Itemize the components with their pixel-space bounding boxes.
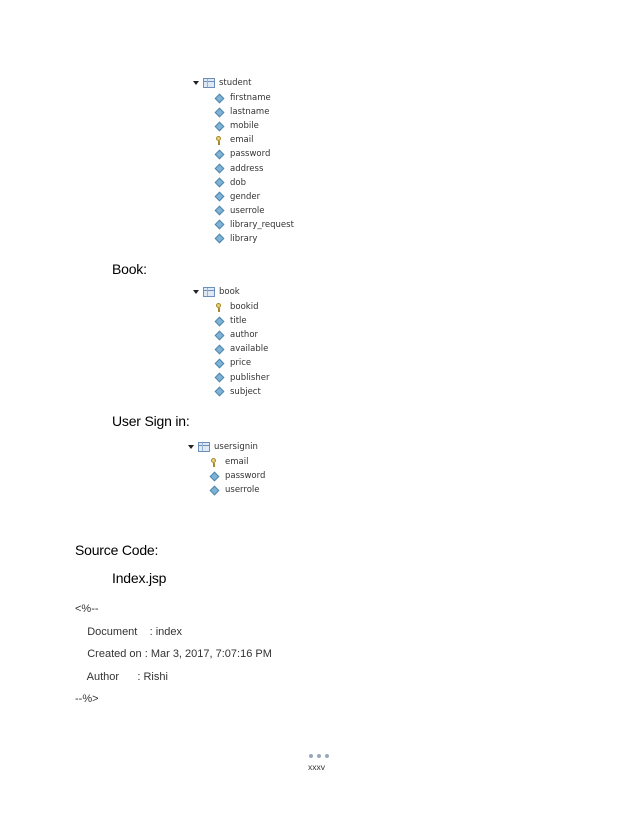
usersignin-table-node[interactable] [188, 439, 265, 455]
table-icon [203, 287, 215, 297]
column-name: title [230, 316, 247, 327]
column-item[interactable] [193, 204, 294, 218]
column-name: email [225, 457, 249, 468]
expand-caret-icon[interactable] [193, 81, 199, 85]
column-item[interactable] [193, 105, 294, 119]
column-name: lastname [230, 107, 270, 118]
column-diamond-icon [215, 317, 224, 326]
source-code-heading: Source Code: [75, 542, 159, 558]
column-diamond-icon [215, 331, 224, 340]
column-item[interactable] [193, 119, 294, 133]
column-name: dob [230, 177, 246, 188]
column-name: price [230, 358, 252, 369]
column-diamond-icon [215, 94, 224, 103]
column-item[interactable] [193, 385, 269, 399]
column-list [188, 455, 265, 497]
column-item[interactable] [193, 314, 269, 328]
column-name: bookid [230, 302, 259, 313]
column-item[interactable] [193, 218, 294, 232]
column-item[interactable] [188, 469, 265, 483]
table-name: usersignin [214, 442, 258, 452]
code-line: Author : Rishi [75, 671, 168, 683]
column-diamond-icon [215, 178, 224, 187]
user-sign-in-heading: User Sign in: [112, 413, 190, 429]
table-name: book [219, 287, 240, 297]
column-item[interactable] [193, 342, 269, 356]
table-name: student [219, 78, 252, 88]
column-item[interactable] [193, 133, 294, 147]
column-item[interactable] [193, 232, 294, 246]
book-heading: Book: [112, 261, 147, 277]
index-jsp-heading: Index.jsp [112, 570, 167, 586]
column-item[interactable] [193, 161, 294, 175]
code-line: Document : index [75, 626, 182, 638]
usersignin-table-tree [188, 439, 265, 497]
footer-ornament [309, 754, 329, 758]
column-diamond-icon [215, 150, 224, 159]
column-name: subject [230, 386, 261, 397]
dot [325, 754, 329, 758]
column-diamond-icon [215, 122, 224, 131]
column-diamond-icon [215, 234, 224, 243]
column-item[interactable] [193, 356, 269, 370]
column-item[interactable] [193, 370, 269, 384]
column-list [193, 300, 269, 399]
student-table-tree [193, 75, 294, 246]
column-name: gender [230, 191, 261, 202]
column-name: mobile [230, 121, 259, 132]
column-name: password [230, 149, 271, 160]
page-number: xxxv [308, 762, 325, 772]
column-item[interactable] [188, 455, 265, 469]
code-line: <%-- [75, 603, 99, 615]
column-name: userrole [230, 205, 265, 216]
column-name: publisher [230, 372, 270, 383]
column-name: userrole [225, 485, 260, 496]
column-name: password [225, 471, 266, 482]
column-item[interactable] [193, 91, 294, 105]
column-name: author [230, 330, 259, 341]
table-icon [198, 442, 210, 452]
column-item[interactable] [188, 483, 265, 497]
column-name: email [230, 135, 254, 146]
key-icon [215, 303, 224, 312]
book-table-node[interactable] [193, 284, 269, 300]
column-diamond-icon [215, 220, 224, 229]
column-list [193, 91, 294, 246]
book-table-tree [193, 284, 269, 399]
column-diamond-icon [210, 486, 219, 495]
column-diamond-icon [215, 206, 224, 215]
code-line: --%> [75, 693, 99, 705]
column-item[interactable] [193, 147, 294, 161]
column-diamond-icon [215, 192, 224, 201]
expand-caret-icon[interactable] [188, 445, 194, 449]
column-name: available [230, 344, 269, 355]
expand-caret-icon[interactable] [193, 290, 199, 294]
dot [317, 754, 321, 758]
key-icon [210, 458, 219, 467]
column-item[interactable] [193, 190, 294, 204]
column-diamond-icon [215, 108, 224, 117]
column-name: library [230, 233, 258, 244]
student-table-node[interactable] [193, 75, 294, 91]
column-name: library_request [230, 219, 294, 230]
column-item[interactable] [193, 300, 269, 314]
table-icon [203, 78, 215, 88]
column-diamond-icon [215, 387, 224, 396]
column-diamond-icon [210, 472, 219, 481]
column-name: address [230, 163, 264, 174]
column-item[interactable] [193, 176, 294, 190]
key-icon [215, 136, 224, 145]
code-line: Created on : Mar 3, 2017, 7:07:16 PM [75, 648, 272, 660]
column-diamond-icon [215, 164, 224, 173]
column-name: firstname [230, 93, 271, 104]
column-diamond-icon [215, 359, 224, 368]
column-diamond-icon [215, 373, 224, 382]
column-item[interactable] [193, 328, 269, 342]
column-diamond-icon [215, 345, 224, 354]
dot [309, 754, 313, 758]
